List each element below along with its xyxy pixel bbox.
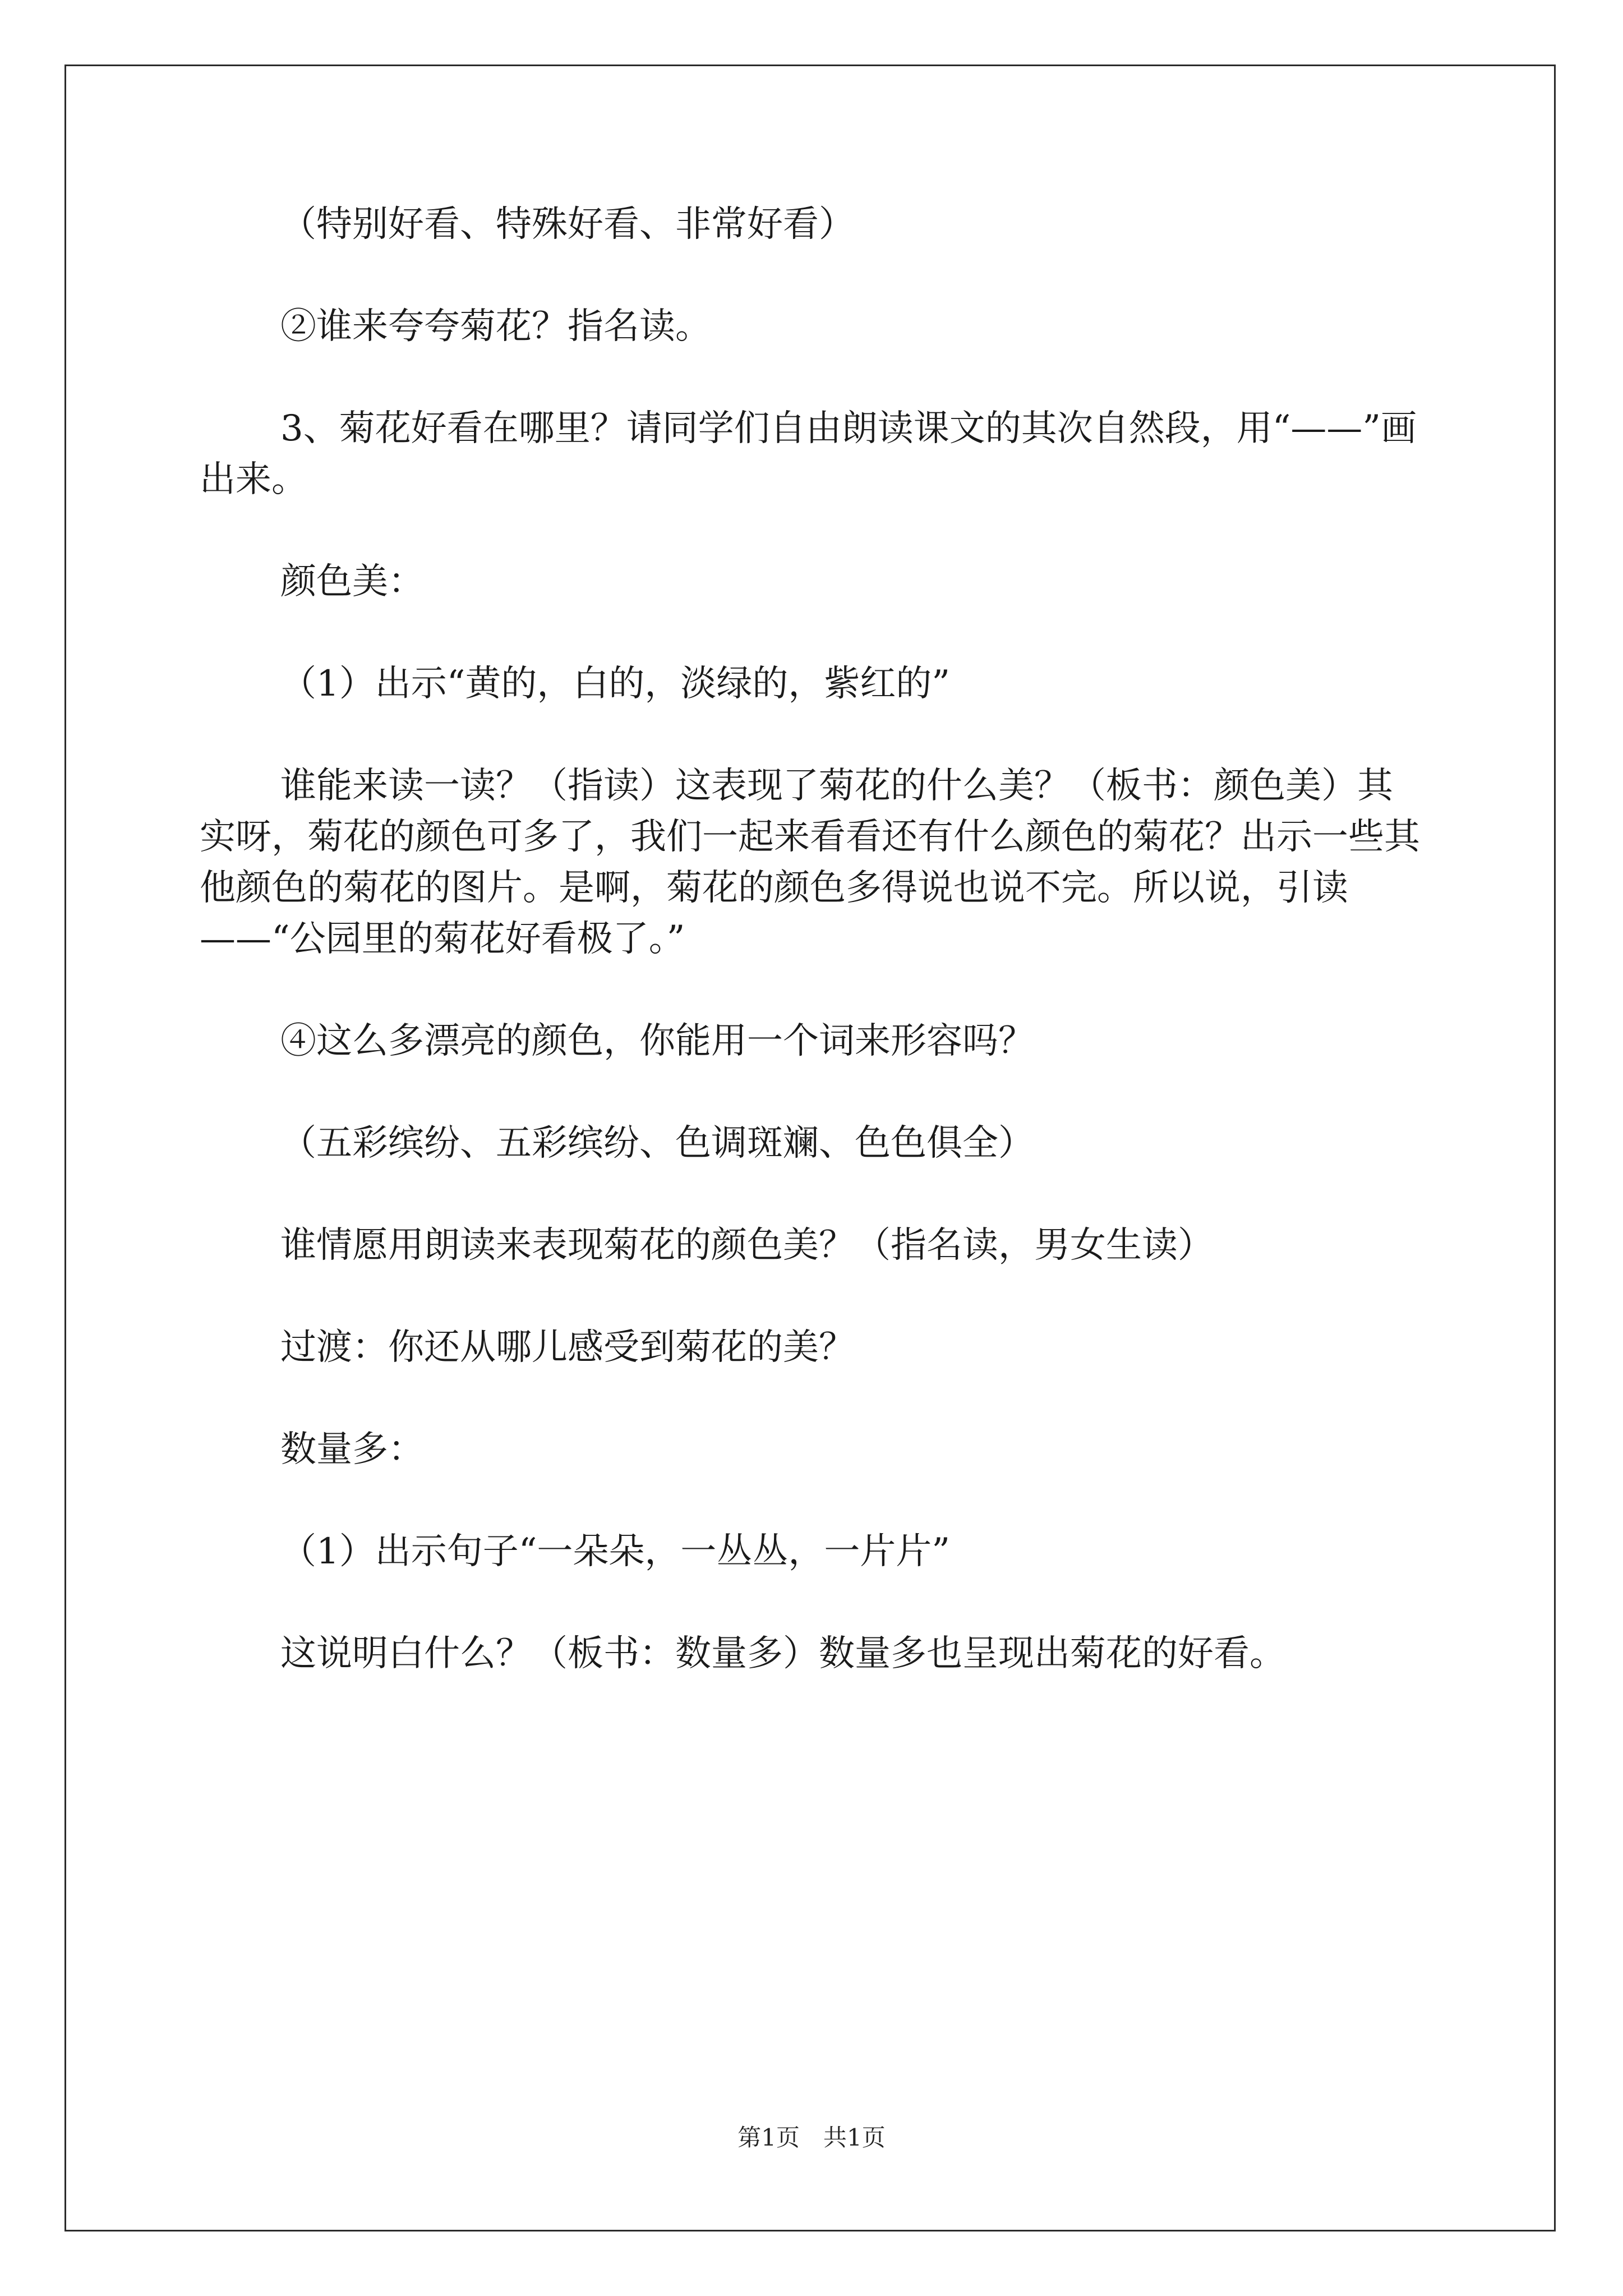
paragraph: 谁能来读一读？（指读）这表现了菊花的什么美？（板书：颜色美）其实呀，菊花的颜色可多了，我们一起来看看还有什么颜色的菊花？出示一些其他颜色的菊花的图片。是啊，菊花的颜色多得说也说不完。所以说，引读——“公园里的菊花好看极了。” bbox=[200, 765, 1420, 960]
page-number-footer: 第1页 共1页 bbox=[737, 2124, 886, 2151]
paragraph: 3、菊花好看在哪里？请同学们自由朗读课文的其次自然段，用“——”画出来。 bbox=[200, 408, 1417, 500]
paragraph: （特别好看、特殊好看、非常好看） bbox=[280, 204, 855, 245]
paragraph: 这说明白什么？（板书：数量多）数量多也呈现出菊花的好看。 bbox=[280, 1633, 1285, 1674]
paragraph: ②谁来夸夸菊花？指名读。 bbox=[280, 306, 711, 347]
paragraph: 颜色美： bbox=[280, 561, 424, 602]
paragraph: （1）出示句子“一朵朵，一丛丛，一片片” bbox=[280, 1531, 951, 1572]
paragraph: （五彩缤纷、五彩缤纷、色调斑斓、色色俱全） bbox=[280, 1122, 1034, 1164]
paragraph: 过渡：你还从哪儿感受到菊花的美？ bbox=[280, 1327, 855, 1368]
paragraph: 谁情愿用朗读来表现菊花的颜色美？（指名读，男女生读） bbox=[280, 1225, 1214, 1266]
paragraph: （1）出示“黄的，白的，淡绿的，紫红的” bbox=[280, 663, 951, 705]
paragraph: ④这么多漂亮的颜色，你能用一个词来形容吗？ bbox=[280, 1020, 1034, 1062]
paragraph: 数量多： bbox=[280, 1429, 424, 1470]
document-body bbox=[200, 199, 1428, 1680]
